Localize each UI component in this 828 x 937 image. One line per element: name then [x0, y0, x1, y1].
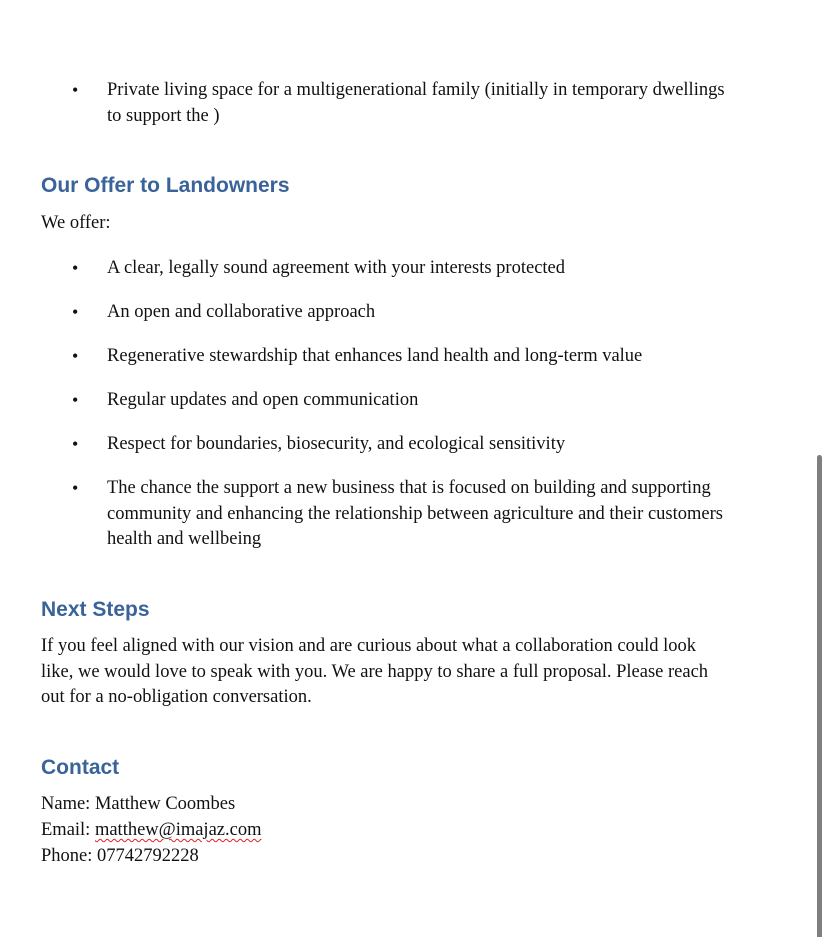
list-item-text — [107, 344, 642, 370]
list-item-text — [107, 432, 565, 458]
paragraph-line: out for a no-obligation conversation. — [41, 687, 312, 707]
bullet-icon: • — [72, 258, 79, 278]
list-item-text — [107, 300, 375, 326]
bullet-icon: • — [72, 346, 79, 366]
list-item-line: health and wellbeing — [107, 529, 262, 549]
list-item-line: Regenerative stewardship that enhances land health and long-term value — [107, 346, 643, 366]
paragraph-line: If you feel aligned with our vision and are curious about what a collaboration could look — [41, 636, 697, 656]
vertical-scrollbar-thumb[interactable] — [817, 455, 822, 937]
list-item-line: An open and collaborative approach — [107, 302, 376, 322]
list-item-line: community and enhancing the relationship between agriculture and their customers — [107, 503, 723, 524]
list-item-line: The chance the support a new business that is focused on building and supporting — [107, 478, 711, 498]
contact-email-label: Email: — [41, 820, 95, 840]
next-steps-paragraph — [41, 634, 708, 711]
bullet-icon: • — [72, 434, 79, 454]
bullet-icon: • — [72, 302, 79, 322]
list-item-line: A clear, legally sound agreement with your interests protected — [107, 258, 566, 278]
list-item-line: Private living space for a multigenerational family (initially in temporary dwellings — [107, 80, 725, 100]
contact-name-value: Matthew Coombes — [94, 794, 236, 814]
bullet-icon: • — [72, 478, 79, 498]
contact-phone-line — [41, 844, 199, 870]
bullet-icon: • — [72, 80, 79, 100]
contact-name-line — [41, 792, 235, 818]
list-item-line: Respect for boundaries, biosecurity, and ecological sensitivity — [107, 434, 566, 454]
list-item-text — [107, 78, 725, 129]
list-item-text — [107, 256, 565, 282]
section-heading-contact: Contact — [41, 756, 120, 779]
contact-phone-value: 07742792228 — [97, 846, 199, 866]
contact-name-label: Name: — [41, 794, 95, 814]
bullet-icon: • — [72, 390, 79, 410]
contact-email-line — [41, 818, 261, 844]
contact-email-value[interactable]: matthew@imajaz.com — [94, 820, 262, 840]
list-item-line: Regular updates and open communication — [107, 390, 419, 410]
section-heading-next-steps: Next Steps — [41, 598, 150, 621]
list-item-line: to support the ) — [107, 105, 220, 126]
section-heading-offer: Our Offer to Landowners — [41, 174, 290, 197]
offer-intro: We offer: — [41, 213, 111, 233]
paragraph-line: like, we would love to speak with you. We are happy to share a full proposal. Please reach — [41, 661, 709, 682]
contact-phone-label: Phone: — [41, 846, 98, 866]
list-item-text — [107, 388, 418, 414]
list-item-text — [107, 476, 723, 553]
